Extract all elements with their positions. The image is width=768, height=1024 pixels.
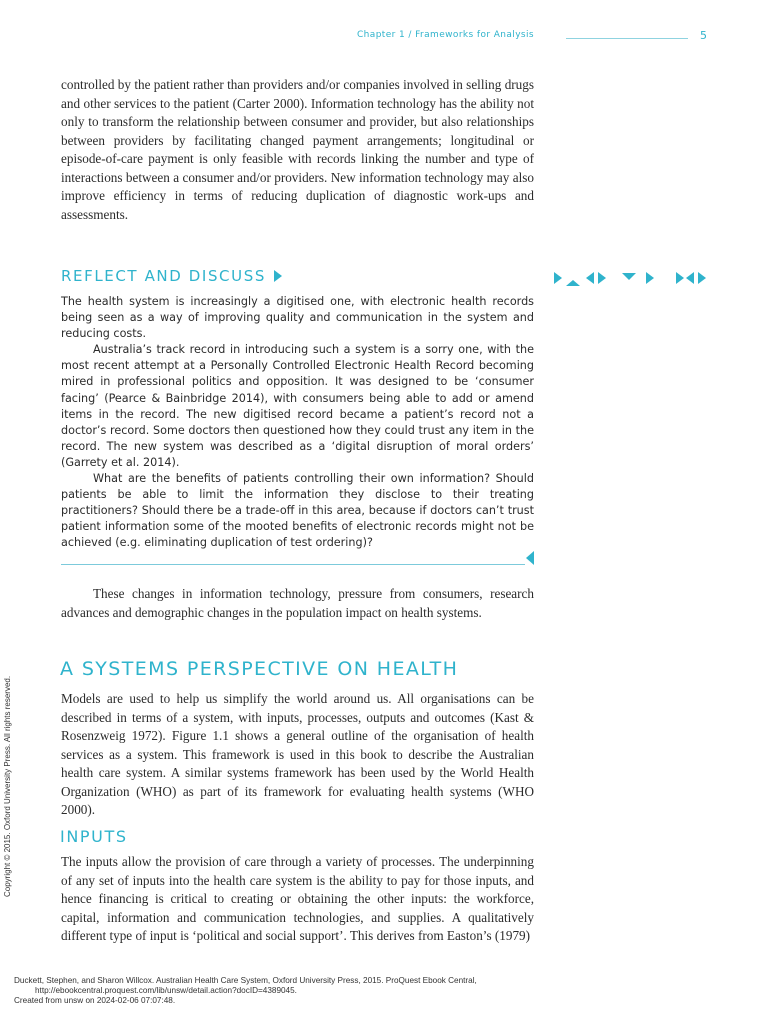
footer-citation (14, 976, 614, 1006)
footer-line-3: Created from unsw on 2024-02-06 07:07:48. (14, 996, 176, 1005)
inputs-heading: INPUTS (60, 827, 128, 846)
reflect-discuss-heading (61, 267, 282, 285)
inputs-paragraph: The inputs allow the provision of care through a variety of processes. The underpinning of any set of inputs into the health care system is the ability to pay for those inputs, and hence financing is critical to creating or obtaining the other inputs: the workforce, capital, information and communication technologies, and supplies. A qualitatively different type of input is ‘political and social support’. This derives from Easton’s (1979) (61, 854, 534, 943)
triangle-left-icon (526, 551, 534, 565)
reflect-paragraph-3: What are the benefits of patients controlling their own information? Should patients be able to limit the information they disclose to their treating practitioners? Should there be a trade-off in this area, because if doctors can’t trust patient information some of the mooted benefits of electronic records might not be achieved (e.g. eliminating duplication of test ordering)? (61, 472, 534, 550)
running-head (300, 30, 720, 44)
reflect-discuss-heading-text: REFLECT AND DISCUSS (61, 267, 266, 285)
after-box-paragraph: These changes in information technology, pressure from consumers, research advances and demographic changes in the population impact on health systems. (61, 586, 534, 620)
reflect-discuss-box (61, 294, 534, 552)
systems-perspective-heading: A SYSTEMS PERSPECTIVE ON HEALTH (60, 658, 459, 680)
side-copyright: Copyright © 2015. Oxford University Press. All rights reserved. (3, 675, 12, 897)
intro-paragraph: controlled by the patient rather than providers and/or companies involved in selling drugs and other services to the patient (Carter 2000). Information technology has the ability not only to transform the relationship between consumer and provider, but also relationships between providers by facilitating changed payment arrangements; longitudinal or episode-of-care payment is only feasible with records linking the number and type of interactions between a consumer and/or providers. New information technology may also improve efficiency in terms of reducing duplication of diagnostic work-ups and assessments. (61, 77, 534, 222)
systems-perspective-paragraph: Models are used to help us simplify the world around us. All organisations can be described in terms of a system, with inputs, processes, outputs and outcomes (Kast & Rosenzweig 1972). Figure 1.1 shows a general outline of the organisation of health services as a system. This framework is used in this book to describe the Australian health care system. A similar systems framework has been used by the World Health Organization (WHO) as part of its framework for evaluating health systems (WHO 2000). (61, 691, 534, 817)
running-head-rule (566, 38, 688, 39)
chapter-title: Chapter 1 / Frameworks for Analysis (356, 30, 534, 40)
triangle-ornament-icon (552, 270, 712, 290)
reflect-paragraph-1: The health system is increasingly a digitised one, with electronic health records being seen as a way of improving quality and communication in the system and reducing costs. (61, 295, 534, 341)
box-bottom-rule (61, 564, 525, 565)
footer-line-1: Duckett, Stephen, and Sharon Willcox. Australian Health Care System, Oxford University Press, 2015. ProQuest Ebook Central, (14, 976, 477, 985)
triangle-right-icon (274, 270, 282, 282)
footer-line-2: http://ebookcentral.proquest.com/lib/unsw/detail.action?docID=4389045. (35, 986, 297, 995)
reflect-paragraph-2: Australia’s track record in introducing such a system is a sorry one, with the most recent attempt at a Personally Controlled Electronic Health Record becoming mired in professional politics and opposition. It was designed to be ‘consumer facing’ (Pearce & Bainbridge 2014), with consumers being able to add or amend items in the record. The new digitised record became a patient’s record not a doctor’s record. Some doctors then questioned how they could trust any item in the record. The new system was described as a ‘digital disruption of moral orders’ (Garrety et al. 2014). (61, 343, 534, 469)
page-number: 5 (700, 29, 707, 42)
